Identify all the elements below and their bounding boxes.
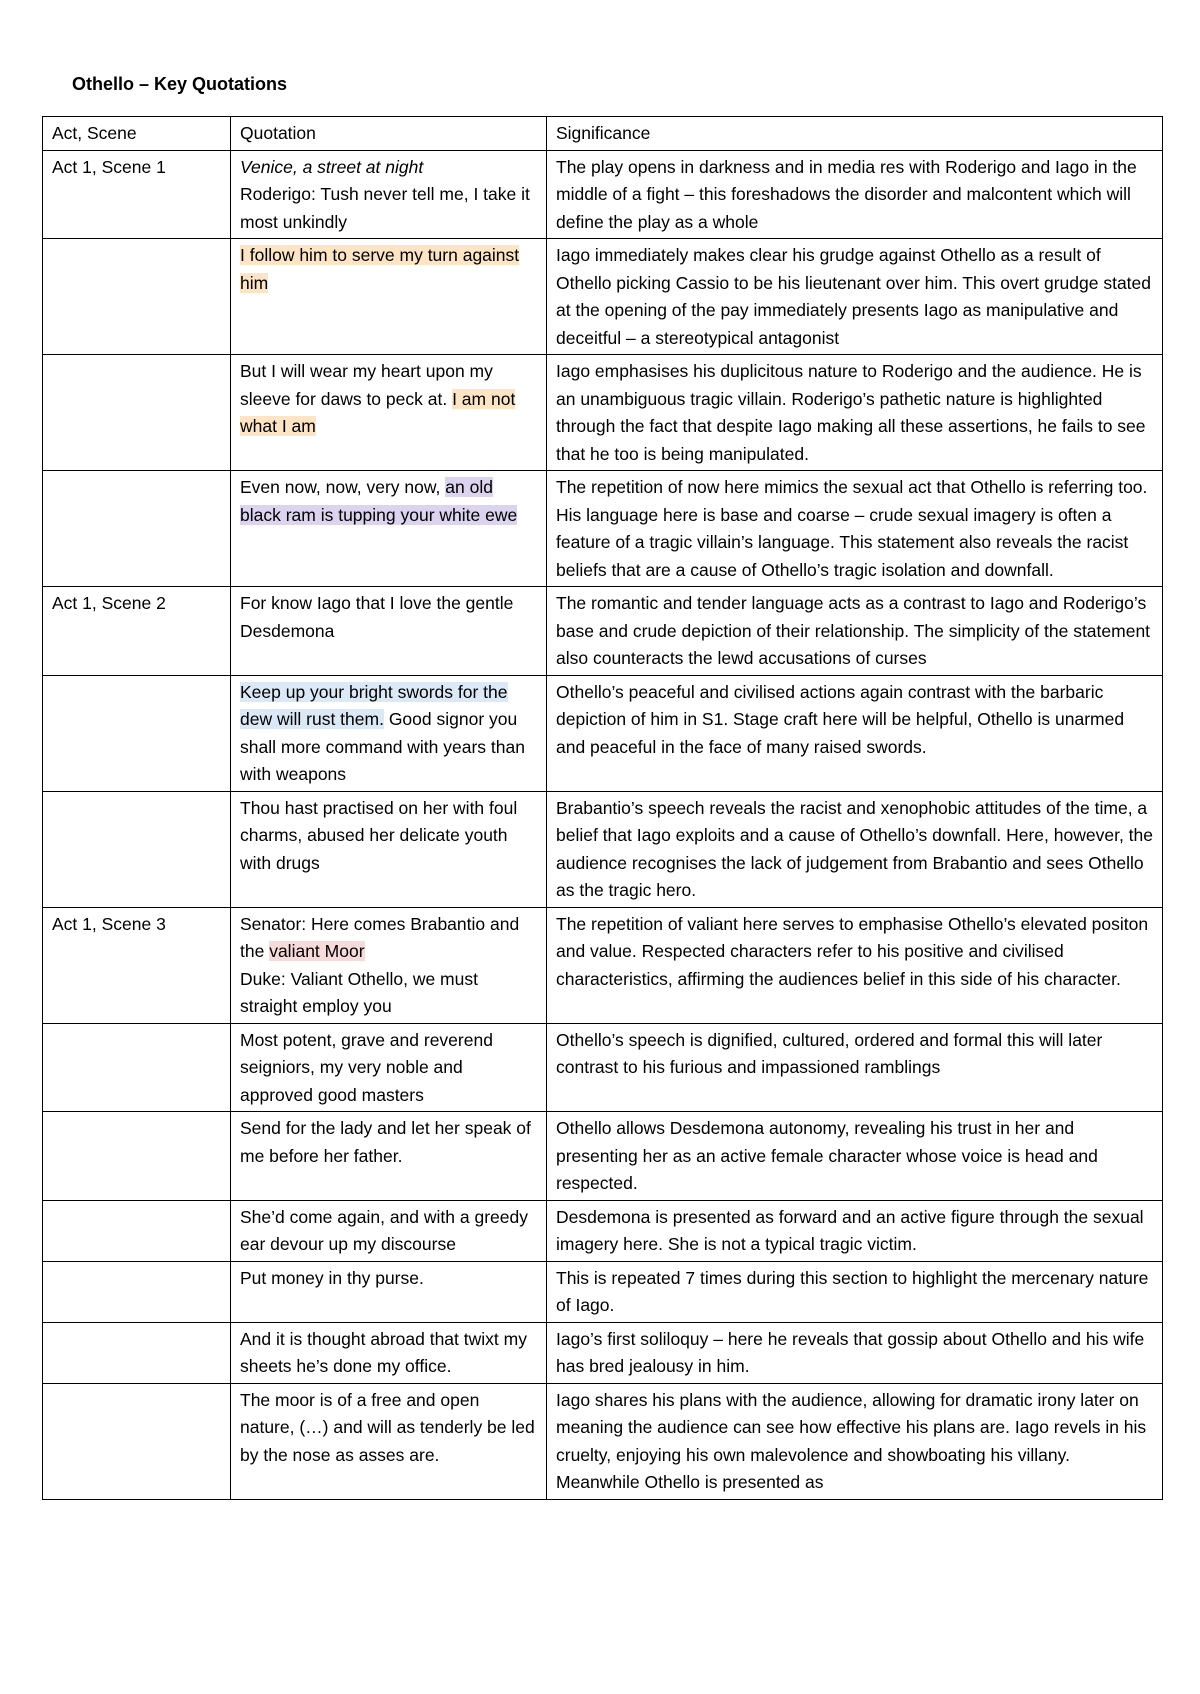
quotation-cell: Most potent, grave and reverend seigniors, my very noble and approved good masters [231,1023,547,1112]
act-scene-cell [43,791,231,907]
highlighted-quotation-text: an old black ram is tupping your white ewe [240,477,518,525]
header-significance: Significance [547,117,1163,151]
significance-cell: The repetition of now here mimics the sexual act that Othello is referring too. His language here is base and coarse – crude sexual imagery is often a feature of a tragic villain’s language. This statement also reveals the racist beliefs that are a cause of Othello’s tragic isolation and downfall. [547,471,1163,587]
table-row [43,150,1163,239]
quotation-stage-direction: Venice, a street at night [240,156,424,177]
quotation-cell: Put money in thy purse. [231,1261,547,1322]
table-row [43,675,1163,791]
act-scene-cell [43,1261,231,1322]
highlighted-quotation-text: I am not what I am [240,388,516,436]
quotation-cell [231,355,547,471]
act-scene-cell: Act 1, Scene 2 [43,587,231,676]
quotation-cell [231,471,547,587]
significance-cell: Iago emphasises his duplicitous nature to Roderigo and the audience. He is an unambiguous tragic villain. Roderigo’s pathetic nature is highlighted through the fact that despite Iago making all these assertions, he fails to see that he too is being manipulated. [547,355,1163,471]
significance-cell: Iago immediately makes clear his grudge against Othello as a result of Othello picking Cassio to be his lieutenant over him. This overt grudge stated at the opening of the pay immediately presents Iago as manipulative and deceitful – a stereotypical antagonist [547,239,1163,355]
highlighted-quotation-text: I follow him to serve my turn against him [240,245,520,293]
highlighted-quotation-text: valiant Moor [269,941,365,961]
significance-cell: The romantic and tender language acts as a contrast to Iago and Roderigo’s base and crude depiction of their relationship. The simplicity of the statement also counteracts the lewd accusations of curses [547,587,1163,676]
table-row [43,587,1163,676]
quotation-cell: The moor is of a free and open nature, (…) and will as tenderly be led by the nose as asses are. [231,1383,547,1499]
significance-cell: Brabantio’s speech reveals the racist and xenophobic attitudes of the time, a belief that Iago exploits and a cause of Othello’s downfall. Here, however, the audience recognises the lack of judgement from Brabantio and sees Othello as the tragic hero. [547,791,1163,907]
significance-cell: The play opens in darkness and in media res with Roderigo and Iago in the middle of a fight – this foreshadows the disorder and malcontent which will define the play as a whole [547,150,1163,239]
significance-cell: Iago’s first soliloquy – here he reveals that gossip about Othello and his wife has bred jealousy in him. [547,1322,1163,1383]
header-quotation: Quotation [231,117,547,151]
quotation-text: Good signor you shall more command with years than with weapons [240,709,525,784]
quotation-text: Senator: Here comes Brabantio and the [240,913,520,961]
act-scene-cell: Act 1, Scene 3 [43,907,231,1023]
table-row [43,791,1163,907]
act-scene-cell [43,1322,231,1383]
quotation-cell: Send for the lady and let her speak of me before her father. [231,1112,547,1201]
header-act-scene: Act, Scene [43,117,231,151]
quotations-table [42,116,1163,1500]
act-scene-cell [43,471,231,587]
highlighted-quotation-text: Keep up your bright swords for the dew will rust them. [240,681,508,729]
quotation-cell [231,150,547,239]
quotation-cell [231,239,547,355]
table-row [43,1322,1163,1383]
act-scene-cell: Act 1, Scene 1 [43,150,231,239]
table-row [43,1023,1163,1112]
act-scene-cell [43,1023,231,1112]
quotation-cell: For know Iago that I love the gentle Desdemona [231,587,547,676]
table-header-row [43,117,1163,151]
page-title: Othello – Key Quotations [72,74,288,94]
significance-cell: Othello allows Desdemona autonomy, revealing his trust in her and presenting her as an active female character whose voice is head and respected. [547,1112,1163,1201]
significance-cell: Othello’s peaceful and civilised actions again contrast with the barbaric depiction of him in S1. Stage craft here will be helpful, Othello is unarmed and peaceful in the face of many raised swords. [547,675,1163,791]
significance-cell: Desdemona is presented as forward and an active figure through the sexual imagery here. She is not a typical tragic victim. [547,1200,1163,1261]
quotation-cell: She’d come again, and with a greedy ear devour up my discourse [231,1200,547,1261]
significance-cell: Othello’s speech is dignified, cultured, ordered and formal this will later contrast to his furious and impassioned ramblings [547,1023,1163,1112]
act-scene-cell [43,1383,231,1499]
quotation-text: Even now, now, very now, [240,477,441,497]
act-scene-cell [43,675,231,791]
table-row [43,239,1163,355]
quotation-cell [231,907,547,1023]
quotation-cell: Thou hast practised on her with foul charms, abused her delicate youth with drugs [231,791,547,907]
act-scene-cell [43,1200,231,1261]
quotation-text: But I will wear my heart upon my sleeve for daws to peck at. [240,361,493,409]
table-row [43,1112,1163,1201]
table-row [43,907,1163,1023]
act-scene-cell [43,355,231,471]
table-row [43,471,1163,587]
significance-cell: This is repeated 7 times during this section to highlight the mercenary nature of Iago. [547,1261,1163,1322]
act-scene-cell [43,239,231,355]
quotation-text: Roderigo: Tush never tell me, I take it most unkindly [240,184,530,232]
significance-cell: Iago shares his plans with the audience, allowing for dramatic irony later on meaning the audience can see how effective his plans are. Iago revels in his cruelty, enjoying his own malevolence and showboating his villany. Meanwhile Othello is presented as [547,1383,1163,1499]
quotation-cell: And it is thought abroad that twixt my sheets he’s done my office. [231,1322,547,1383]
act-scene-cell [43,1112,231,1201]
quotation-cell [231,675,547,791]
quotation-text: Duke: Valiant Othello, we must straight employ you [240,968,478,1016]
table-row [43,1261,1163,1322]
table-row [43,1200,1163,1261]
significance-cell: The repetition of valiant here serves to emphasise Othello’s elevated positon and value. Respected characters refer to his positive and civilised characteristics, affirming the audiences belief in this side of his character. [547,907,1163,1023]
table-row [43,355,1163,471]
table-row [43,1383,1163,1499]
